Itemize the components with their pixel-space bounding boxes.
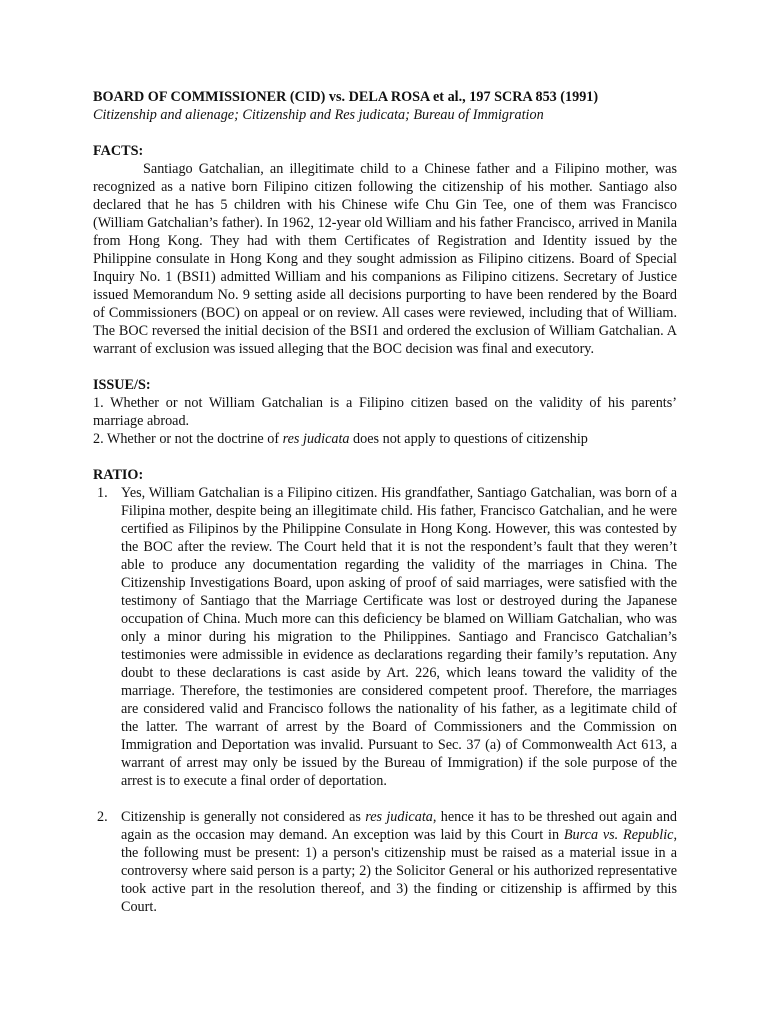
case-title: BOARD OF COMMISSIONER (CID) vs. DELA ROSA et al., 197 SCRA 853 (1991): [93, 89, 599, 105]
issue-2-italic: res judicata: [282, 431, 350, 447]
ratio-heading: RATIO:: [93, 467, 144, 483]
issues-heading: ISSUE/S:: [93, 377, 151, 393]
ratio-item-2-part-a: Citizenship is generally not considered as: [121, 809, 366, 825]
facts-heading: FACTS:: [93, 143, 144, 159]
ratio-item-2-part-c: , hence it has to be threshed out again and again as the occasion may demand. An exception was laid by this Court in: [121, 809, 678, 843]
ratio-list: [93, 484, 677, 916]
issue-2-prefix: 2. Whether or not the doctrine of: [93, 431, 283, 447]
ratio-item-1-text: Yes, William Gatchalian is a Filipino citizen. His grandfather, Santiago Gatchalian, was born of a Filipina mother, despite being an illegitimate child. His father, Francisco Gatchalian, and he were certified as Filipinos by the Philippine Consulate in Hong Kong. However, this was contested by the BOC after the review. The Court held that it is not the respondent’s fault that they weren’t able to produce any documentation regarding the validity of the marriages in China. The Citizenship Investigations Board, upon asking of proof of said marriages, were satisfied with the testimony of Santiago that the Marriage Certificate was lost or destroyed during the Japanese occupation of China. Much more can this deficiency be blamed on William Gatchalian, who was only a minor during his migration to the Philippines. Santiago and Francisco Gatchalian’s testimonies were admissible in evidence as declarations regarding their family’s reputation. Any doubt to these declarations is cast aside by Art. 226, which leans toward the validity of the marriage. Therefore, the testimonies are considered competent proof. Therefore, the marriages are considered valid and Francisco follows the nationality of his father, as a legitimate child of the latter. The warrant of arrest by the Board of Commissioners and the Commission on Immigration and Deportation was invalid. Pursuant to Sec. 37 (a) of Commonwealth Act 613, a warrant of arrest may only be issued by the Bureau of Immigration) if the sole purpose of the arrest is to execute a final order of deportation.: [121, 485, 677, 789]
issue-1: 1. Whether or not William Gatchalian is a Filipino citizen based on the validity of his parents’ marriage abroad.: [93, 395, 677, 429]
ratio-item-1: [93, 484, 677, 790]
ratio-item-1-number: 1.: [97, 485, 108, 501]
case-subtitle: Citizenship and alienage; Citizenship and Res judicata; Bureau of Immigration: [93, 107, 544, 123]
ratio-item-2-text: [121, 809, 677, 915]
ratio-item-2-part-d: Burca vs. Republic: [563, 827, 674, 843]
ratio-item-2: [93, 808, 677, 916]
ratio-item-2-part-b: res judicata: [365, 809, 433, 825]
facts-text: Santiago Gatchalian, an illegitimate child to a Chinese father and a Filipino mother, was recognized as a native born Filipino citizen following the citizenship of his mother. Santiago also declared that he has 5 children with his Chinese wife Chu Gin Tee, one of them was Francisco (William Gatchalian’s father). In 1962, 12-year old William and his father Francisco, arrived in Manila from Hong Kong. They had with them Certificates of Registration and Identity issued by the Philippine consulate in Hong Kong and they sought admission as Filipino citizens. Board of Special Inquiry No. 1 (BSI1) admitted William and his companions as Filipino citizens. Secretary of Justice issued Memorandum No. 9 setting aside all decisions purporting to have been rendered by the Board of Commissioners (BOC) on appeal or on review. All cases were reviewed, including that of William. The BOC reversed the initial decision of the BSI1 and ordered the exclusion of William Gatchalian. A warrant of exclusion was issued alleging that the BOC decision was final and executory.: [93, 161, 677, 357]
issue-2-suffix: does not apply to questions of citizenship: [349, 431, 588, 447]
ratio-item-2-number: 2.: [97, 809, 108, 825]
ratio-item-2-part-e: , the following must be present: 1) a person's citizenship must be raised as a material issue in a controversy where said person is a party; 2) the Solicitor General or his authorized representative took active part in the resolution thereof, and 3) the finding or citizenship is affirmed by this Court.: [121, 827, 678, 915]
issue-2: [93, 430, 677, 448]
